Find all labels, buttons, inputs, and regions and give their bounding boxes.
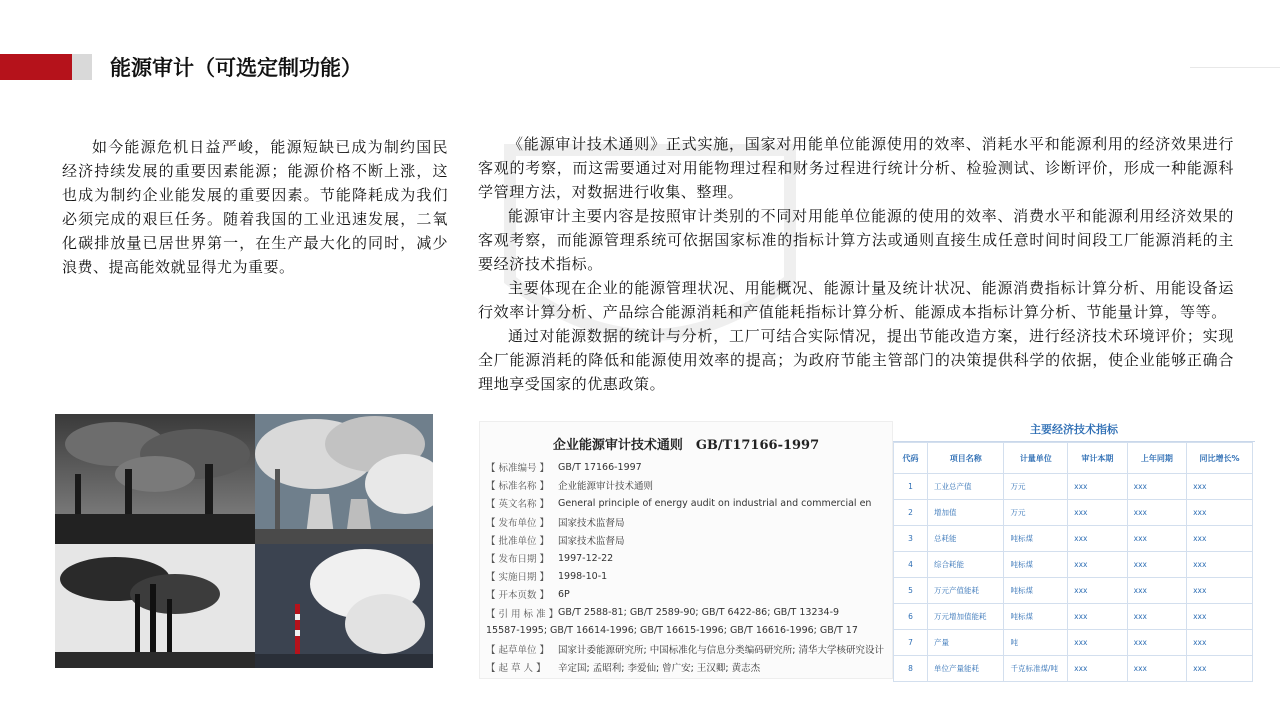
standard-row	[486, 476, 893, 494]
factory-photo-1	[55, 414, 255, 544]
audit-paragraph-3: 主要体现在企业的能源管理状况、用能概况、能源计量及统计状况、能源消费指标计算分析、用能设备运行效率计算分析、产品综合能源消耗和产值能耗指标计算分析、能源成本指标计算分析、节能量计算，等等。	[478, 279, 1234, 321]
table-cell: xxx	[1127, 578, 1186, 604]
table-cell: 6	[894, 604, 928, 630]
table-cell: xxx	[1068, 656, 1127, 682]
table-cell: xxx	[1068, 604, 1127, 630]
kpi-header-cell: 项目名称	[927, 443, 1003, 474]
kpi-header-cell: 上年同期	[1127, 443, 1186, 474]
standard-key: 【 标准编号 】	[486, 463, 550, 475]
standard-value: 6P	[558, 588, 570, 600]
standard-key: 【 发布日期 】	[486, 554, 550, 566]
table-cell: 产量	[927, 630, 1003, 656]
table-cell: xxx	[1068, 526, 1127, 552]
table-cell: xxx	[1127, 474, 1186, 500]
table-cell: 工业总产值	[927, 474, 1003, 500]
table-cell: xxx	[1187, 500, 1253, 526]
audit-paragraph-1: 《能源审计技术通则》正式实施，国家对用能单位能源使用的效率、消耗水平和能源利用的经济效果进行客观的考察，而这需要通过对用能物理过程和财务过程进行统计分析、检验测试、诊断评价，形成一种能源科学管理方法，对数据进行收集、整理。	[478, 135, 1234, 201]
table-cell: 综合耗能	[927, 552, 1003, 578]
table-cell: xxx	[1127, 656, 1186, 682]
table-cell: 单位产量能耗	[927, 656, 1003, 682]
divider	[1190, 67, 1280, 68]
table-cell: xxx	[1068, 578, 1127, 604]
table-cell: 8	[894, 656, 928, 682]
standard-row	[486, 458, 893, 476]
table-cell: 万元	[1004, 474, 1068, 500]
standard-key: 【 标准名称 】	[486, 481, 550, 493]
standard-row	[486, 549, 893, 567]
table-cell: 4	[894, 552, 928, 578]
standard-key: 【 批准单位 】	[486, 535, 550, 547]
table-cell: xxx	[1127, 526, 1186, 552]
standard-value: 1998-10-1	[558, 570, 608, 582]
standard-value: 国家计委能源研究所; 中国标准化与信息分类编码研究所; 清华大学核研究设计	[558, 644, 884, 656]
table-cell: xxx	[1127, 500, 1186, 526]
table-cell: 吨标煤	[1004, 604, 1068, 630]
table-row	[894, 474, 1253, 500]
table-row	[894, 526, 1253, 552]
table-row	[894, 500, 1253, 526]
standard-key: 【 发布单位 】	[486, 517, 550, 529]
table-cell: 吨标煤	[1004, 552, 1068, 578]
kpi-header-cell: 计量单位	[1004, 443, 1068, 474]
standard-row	[486, 513, 893, 531]
table-cell: 吨标煤	[1004, 578, 1068, 604]
title-accent-bar-gray	[72, 54, 92, 80]
standard-key: 【 开本页数 】	[486, 590, 550, 602]
table-cell: xxx	[1187, 526, 1253, 552]
standard-value: 15587-1995; GB/T 16614-1996; GB/T 16615-1996; GB/T 16616-1996; GB/T 17	[486, 625, 858, 637]
standard-row	[486, 567, 893, 585]
standard-value: GB/T 17166-1997	[558, 461, 642, 473]
title-accent-bar	[0, 54, 72, 80]
table-cell: xxx	[1127, 604, 1186, 630]
kpi-header-row	[894, 443, 1253, 474]
kpi-table-card	[893, 419, 1255, 679]
standard-row	[486, 604, 893, 622]
kpi-table	[893, 442, 1253, 682]
table-row	[894, 552, 1253, 578]
audit-paragraph-2: 能源审计主要内容是按照审计类别的不同对用能单位能源的使用的效率、消费水平和能源利用经济效果的客观考察，而能源管理系统可依据国家标准的指标计算方法或通则直接生成任意时间时间段工厂能源消耗的主要经济技术指标。	[478, 207, 1234, 273]
table-cell: 吨标煤	[1004, 526, 1068, 552]
standard-value: General principle of energy audit on industrial and commercial en	[558, 497, 872, 509]
intro-text	[62, 135, 448, 279]
table-cell: 1	[894, 474, 928, 500]
standard-value: 企业能源审计技术通则	[558, 481, 654, 493]
table-cell: xxx	[1187, 552, 1253, 578]
standard-key: 【 实施日期 】	[486, 572, 550, 584]
standard-row	[486, 585, 893, 603]
table-cell: xxx	[1187, 656, 1253, 682]
standard-key: 【 起 草 人 】	[486, 663, 546, 675]
table-cell: 千克标准煤/吨	[1004, 656, 1068, 682]
table-cell: xxx	[1187, 578, 1253, 604]
table-cell: xxx	[1127, 552, 1186, 578]
table-cell: xxx	[1068, 500, 1127, 526]
table-row	[894, 656, 1253, 682]
table-cell: xxx	[1068, 552, 1127, 578]
page-title: 能源审计（可选定制功能）	[110, 56, 362, 80]
kpi-header-cell: 同比增长%	[1187, 443, 1253, 474]
standard-title: 企业能源审计技术通则 GB/T17166-1997	[552, 438, 820, 453]
table-cell: 万元产值能耗	[927, 578, 1003, 604]
standard-value: 国家技术监督局	[558, 535, 625, 547]
standard-row	[486, 494, 893, 512]
standard-value: 国家技术监督局	[558, 517, 625, 529]
factory-photo-3	[55, 544, 255, 668]
standard-row	[486, 531, 893, 549]
table-cell: 吨	[1004, 630, 1068, 656]
table-cell: 万元增加值能耗	[927, 604, 1003, 630]
standard-value: 辛定国; 孟昭利; 李爱仙; 曾广安; 王汉卿; 黄志杰	[558, 663, 761, 675]
table-cell: 增加值	[927, 500, 1003, 526]
table-cell: 总耗能	[927, 526, 1003, 552]
standard-key: 【 起草单位 】	[486, 644, 550, 656]
factory-photo-4	[255, 544, 433, 668]
factory-photo-collage	[55, 414, 433, 668]
standard-value: 1997-12-22	[558, 552, 614, 564]
standard-row-continued	[486, 622, 893, 640]
standard-value: GB/T 2588-81; GB/T 2589-90; GB/T 6422-86; GB/T 13234-9	[558, 607, 840, 619]
table-cell: 7	[894, 630, 928, 656]
table-row	[894, 630, 1253, 656]
table-cell: xxx	[1187, 474, 1253, 500]
table-cell: xxx	[1187, 630, 1253, 656]
standard-row	[486, 640, 893, 658]
intro-paragraph: 如今能源危机日益严峻，能源短缺已成为制约国民经济持续发展的重要因素能源；能源价格不断上涨，这也成为制约企业能发展的重要因素。节能降耗成为我们必须完成的艰巨任务。随着我国的工业迅速发展，二氧化碳排放量已居世界第一，在生产最大化的同时，减少浪费、提高能效就显得尤为重要。	[62, 138, 448, 276]
table-row	[894, 578, 1253, 604]
standard-info-card	[479, 421, 893, 679]
table-row	[894, 604, 1253, 630]
table-cell: 5	[894, 578, 928, 604]
table-cell: 万元	[1004, 500, 1068, 526]
kpi-header-cell: 审计本期	[1068, 443, 1127, 474]
table-cell: xxx	[1187, 604, 1253, 630]
standard-key: 【 英文名称 】	[486, 499, 550, 511]
kpi-header-cell: 代码	[894, 443, 928, 474]
kpi-title: 主要经济技术指标	[893, 419, 1255, 442]
audit-paragraph-4: 通过对能源数据的统计与分析，工厂可结合实际情况，提出节能改造方案，进行经济技术环境评价；实现全厂能源消耗的降低和能源使用效率的提高；为政府节能主管部门的决策提供科学的依据，使企业能够正确合理地享受国家的优惠政策。	[478, 327, 1234, 393]
standard-key: 【 引 用 标 准 】	[486, 608, 559, 620]
table-cell: 3	[894, 526, 928, 552]
factory-photo-2	[255, 414, 433, 544]
standard-row	[486, 658, 893, 676]
table-cell: 2	[894, 500, 928, 526]
table-cell: xxx	[1127, 630, 1186, 656]
audit-description	[478, 132, 1234, 396]
table-cell: xxx	[1068, 630, 1127, 656]
standard-rows	[486, 458, 893, 676]
table-cell: xxx	[1068, 474, 1127, 500]
